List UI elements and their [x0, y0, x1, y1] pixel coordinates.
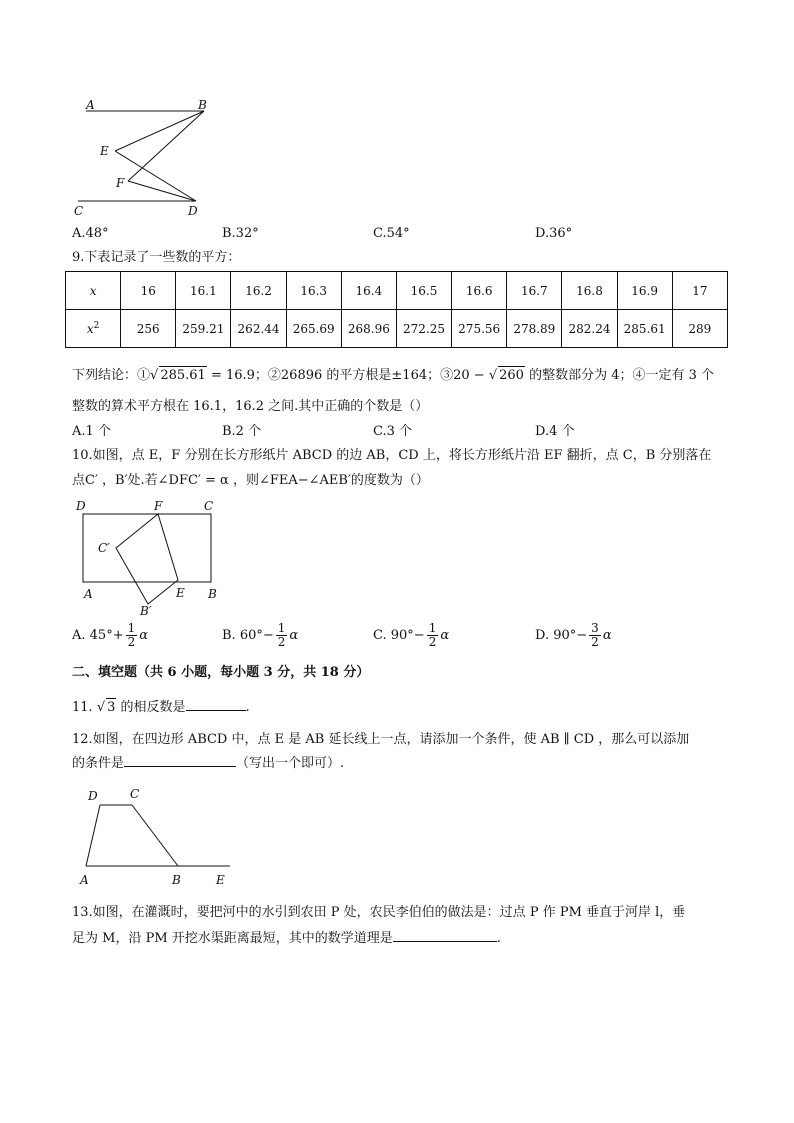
q11-suffix: 的相反数是	[116, 700, 186, 715]
q11-prefix: 11.	[72, 700, 97, 715]
q8-option-a[interactable]: A.48°	[72, 226, 109, 241]
fraction-numerator: 1	[428, 621, 437, 635]
table-cell: 282.24	[562, 310, 617, 348]
table-cell: 16.3	[286, 272, 341, 310]
table-cell-header: x	[66, 272, 121, 310]
q8-label-c: C	[74, 204, 84, 218]
q8-option-c[interactable]: C.54°	[373, 226, 410, 241]
q11-radicand: 3	[107, 700, 116, 715]
table-cell: 275.56	[452, 310, 507, 348]
q12-label-c: C	[130, 787, 140, 801]
q8-label-a: A	[86, 98, 95, 112]
table-cell: 265.69	[286, 310, 341, 348]
q8-figure	[70, 96, 220, 220]
q10-label-a: A	[84, 587, 93, 601]
q10-label-b: B	[208, 587, 217, 601]
q9-option-b[interactable]: B.2 个	[222, 424, 262, 439]
q8-segment-bf	[128, 111, 204, 181]
q8-label-b: B	[198, 98, 207, 112]
q10-option-d-prefix: D. 90°−	[535, 628, 588, 643]
table-cell: 256	[121, 310, 176, 348]
q8-label-d: D	[188, 204, 198, 218]
q9-option-c[interactable]: C.3 个	[373, 424, 413, 439]
q10-label-e: E	[176, 586, 185, 600]
fraction	[276, 622, 288, 649]
sqrt-symbol: √	[96, 700, 106, 715]
table-cell: 262.44	[231, 310, 286, 348]
section-heading: 二、填空题（共 6 小题，每小题 3 分，共 18 分）	[72, 665, 370, 680]
table-cell: 16.5	[396, 272, 451, 310]
q9-option-a[interactable]: A.1 个	[72, 424, 111, 439]
q10-option-c-alpha: α	[440, 628, 450, 643]
table-cell: 289	[672, 310, 727, 348]
q10-label-c: C	[204, 499, 214, 513]
q10-option-b-alpha: α	[289, 628, 299, 643]
q8-label-f: F	[116, 176, 125, 190]
fraction	[126, 622, 138, 649]
fraction-denominator: 2	[127, 635, 136, 649]
table-cell: 16.1	[176, 272, 231, 310]
q10-option-b-prefix: B. 60°−	[222, 628, 274, 643]
q8-segment-be	[115, 111, 204, 151]
q13-line2-suffix: .	[496, 931, 501, 946]
q10-figure	[70, 494, 230, 620]
q9-text-part2: = 16.9；②26896 的平方根是±164；③20 −	[206, 368, 489, 383]
table-cell-header	[66, 310, 121, 348]
q10-option-c-prefix: C. 90°−	[373, 628, 425, 643]
table-cell: 17	[672, 272, 727, 310]
q12-label-b: B	[172, 873, 181, 887]
q13-stem-line1: 13.如图，在灌溉时，要把河中的水引到农田 P 处，农民李伯伯的做法是：过点 P 作 PM 垂直于河岸 l，垂	[72, 905, 686, 920]
fraction	[427, 622, 439, 649]
q8-option-b[interactable]: B.32°	[222, 226, 259, 241]
q9-option-d[interactable]: D.4 个	[535, 424, 575, 439]
table-cell: 285.61	[617, 310, 672, 348]
table-cell: 16.2	[231, 272, 286, 310]
q10-folded-quad	[116, 514, 178, 604]
q9-sqrt2-radicand: 260	[499, 368, 524, 383]
table-cell: 16.7	[507, 272, 562, 310]
q10-option-d[interactable]	[535, 622, 612, 649]
q9-text-part3: 的整数部分为 4；④一定有 3 个	[524, 368, 715, 383]
q13-line2-prefix: 足为 M，沿 PM 开挖水渠距离最短，其中的数学道理是	[72, 931, 393, 946]
q12-answer-blank[interactable]	[124, 754, 236, 767]
fraction-denominator: 2	[428, 635, 437, 649]
q10-option-a-alpha: α	[139, 628, 149, 643]
fraction-numerator: 3	[591, 621, 599, 635]
q11-answer-blank[interactable]	[186, 698, 246, 711]
q10-label-f: F	[154, 499, 163, 513]
table-cell: 259.21	[176, 310, 231, 348]
q12-figure	[72, 782, 242, 892]
q10-stem-line2: 点C′ ，B′处.若∠DFC′ = α ，则∠FEA−∠AEB′的度数为（）	[72, 473, 429, 488]
fraction-numerator: 1	[277, 621, 286, 635]
q12-segment-ad	[86, 805, 100, 866]
q9-conclusions-line2: 整数的算术平方根在 16.1，16.2 之间.其中正确的个数是（）	[72, 399, 429, 414]
q8-segment-fd	[128, 181, 196, 201]
sqrt-symbol: √	[488, 368, 498, 383]
table-cell: 16.9	[617, 272, 672, 310]
table-cell: 16.6	[452, 272, 507, 310]
q10-option-a-prefix: A. 45°+	[72, 628, 124, 643]
q9-text-part1: 下列结论：①	[72, 368, 151, 383]
q9-conclusions-line1	[72, 366, 714, 385]
q11-end: .	[245, 700, 250, 715]
q12-label-e: E	[216, 873, 225, 887]
q10-stem-line1: 10.如图，点 E，F 分别在长方形纸片 ABCD 的边 AB，CD 上，将长方形纸片沿 EF 翻折，点 C，B 分别落在	[72, 448, 712, 463]
q10-option-c[interactable]	[373, 622, 449, 649]
fraction	[589, 622, 601, 649]
table-cell: 16.4	[341, 272, 396, 310]
table-cell: 268.96	[341, 310, 396, 348]
table-row	[66, 310, 728, 348]
superscript: 2	[93, 321, 100, 331]
q12-stem-line1: 12.如图，在四边形 ABCD 中，点 E 是 AB 延长线上一点，请添加一个条件，使 AB ∥ CD ，那么可以添加	[72, 732, 690, 747]
q8-option-d[interactable]: D.36°	[535, 226, 573, 241]
q12-line2-suffix: （写出一个即可）.	[236, 756, 345, 771]
fraction-denominator: 2	[591, 635, 599, 649]
q13-stem-line2	[72, 929, 501, 948]
q10-option-d-alpha: α	[602, 628, 612, 643]
q10-label-b-prime: B′	[140, 604, 152, 618]
table-cell: 272.25	[396, 310, 451, 348]
q12-label-a: A	[80, 873, 89, 887]
table-cell: 16	[121, 272, 176, 310]
table-cell: 278.89	[507, 310, 562, 348]
q13-answer-blank[interactable]	[393, 929, 497, 942]
q9-square-table	[65, 271, 728, 348]
q12-stem-line2	[72, 754, 344, 773]
q12-segment-cb	[132, 805, 178, 866]
q10-label-c-prime: C′	[98, 541, 110, 555]
sqrt-symbol: √	[150, 368, 159, 383]
q10-option-a[interactable]	[72, 622, 148, 649]
fraction-numerator: 1	[127, 621, 136, 635]
q10-option-b[interactable]	[222, 622, 298, 649]
x-var: x	[86, 322, 94, 336]
q12-line2-prefix: 的条件是	[72, 756, 125, 771]
table-cell: 16.8	[562, 272, 617, 310]
q8-label-e: E	[100, 144, 109, 158]
q10-label-d: D	[76, 499, 86, 513]
fraction-denominator: 2	[277, 635, 286, 649]
table-row	[66, 272, 728, 310]
q12-label-d: D	[88, 789, 98, 803]
q8-segment-ed	[115, 151, 196, 201]
q9-sqrt1-radicand: 285.61	[160, 368, 206, 383]
q9-stem: 9.下表记录了一些数的平方：	[72, 250, 241, 265]
q11-stem	[72, 698, 250, 717]
